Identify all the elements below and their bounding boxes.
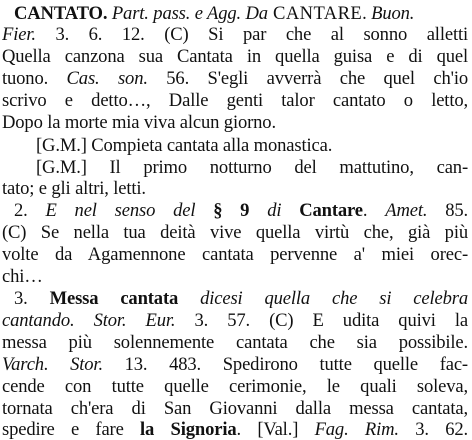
italic-run: Amet. [385,200,428,221]
text-run: [G.M.] Compieta cantata alla monastica. [36,135,333,156]
italic-run: Cas. son. [66,68,148,89]
text-line [2,354,468,375]
text-run: . [362,3,372,24]
text-run: chi… [2,266,43,287]
text-run: 2. [14,200,46,221]
text-line [2,135,468,156]
italic-run: Buon. [371,3,415,24]
italic-run: Fier. [2,24,36,45]
text-run: messa più solennemente cantata che sia possibile. [2,332,468,353]
italic-run: cantando. [2,310,75,331]
text-run: tornata ch'era di San Giovanni dalla messa cantata, [2,398,468,419]
bold-run: CANTATO. [14,3,108,24]
text-run: scrivo e detto…, Dalle genti talor cantato o letto, [2,90,468,111]
italic-run: di [267,200,282,221]
text-run [178,288,200,309]
text-run: . [362,200,386,221]
text-run: 13. 483. Spedirono tutte quelle fac- [102,354,468,375]
bold-run: § 9 [195,200,268,221]
text-run: tuono. [2,68,67,89]
text-line [2,419,468,440]
text-line [2,288,468,309]
text-line [2,200,468,221]
text-line [2,157,468,178]
text-line [2,112,468,133]
italic-run: E nel senso del [45,200,196,221]
bold-run: Messa cantata [49,288,179,309]
italic-run: Varch. Stor. [2,354,103,375]
text-line [2,90,468,111]
text-line [2,332,468,353]
bold-run: Cantare [281,200,363,221]
text-line [2,222,468,243]
text-run: cende con tutte quelle cerimonie, le quali soleva, [2,376,468,397]
text-run [75,310,94,331]
text-line [2,310,468,331]
italic-run: Da [245,3,268,24]
dictionary-entry [2,2,468,440]
text-run: 3. 62. [398,419,468,440]
text-line [2,3,468,24]
text-line [2,376,468,397]
text-run: 85. [427,200,468,221]
text-run: volte da Agamennone cantata pervenne a' miei orec- [2,244,468,265]
text-line [2,46,468,67]
italic-run: Stor. Eur. [93,310,176,331]
text-run: Quella canzona sua Cantata in quella guisa e di quel [2,46,468,67]
text-run: tato; e gli altri, letti. [2,178,146,199]
italic-run: Fag. Rim. [314,419,399,440]
text-run: 3. 57. (C) E udita quivi la [175,310,468,331]
text-run: spedire e fare [2,419,141,440]
text-run: 3. [14,288,50,309]
text-line [2,244,468,265]
italic-run: dicesi quella che si celebra [200,288,468,309]
text-line [2,68,468,89]
text-run: CANTARE [267,3,363,24]
bold-run: la Signoria [140,419,237,440]
text-run: [G.M.] Il primo notturno del mattutino, can- [36,157,468,178]
text-line [2,398,468,419]
text-run: . [Val.] [236,419,315,440]
text-run: Dopo la morte mia viva alcun giorno. [2,112,276,133]
text-run: (C) Se nella tua deità vive quella virtù che, già più [2,222,468,243]
text-line [2,178,468,199]
text-line [2,24,468,45]
italic-run: Part. pass. e Agg. [111,3,242,24]
text-run: 3. 6. 12. (C) Si par che al sonno alletti [35,24,468,45]
text-run: 56. S'egli avverrà che quel ch'io [147,68,468,89]
text-line [2,266,468,287]
